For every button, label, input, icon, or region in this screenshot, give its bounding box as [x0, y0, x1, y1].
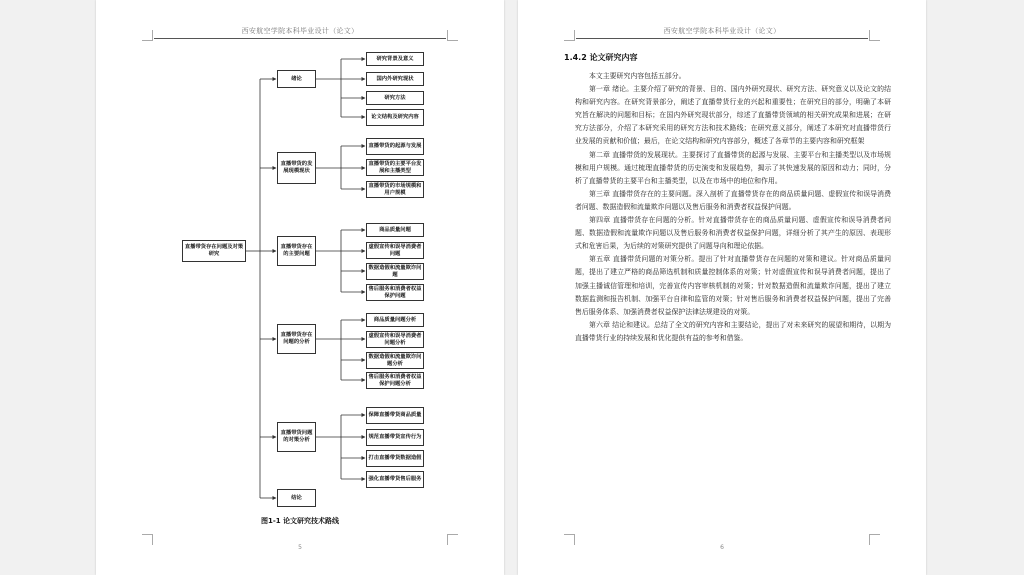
paragraph: 第一章 绪论。主要介绍了研究的背景、目的、国内外研究现状、研究方法、研究意义以及论文的结构和研究内容。在研究背景部分，阐述了直播带货行业的兴起和重要性；在研究目的部分，明确了本研究旨在解决的问题和目标；在国内外研究现状部分，综述了直播带货领域的相关研究成果和进展；在研究方法部分，介绍了本研究采用的研究方法和技术路线；在研究意义部分，阐述了本研究对直播带货行业发展的贡献和价值；最后，在论文结构和研究内容部分，概述了各章节的主要内容和研究框架 — [575, 85, 891, 146]
figure-caption: 图1-1 论文研究技术路线 — [260, 517, 340, 525]
chapter-box: 直播带货的发展现模现状 — [277, 152, 316, 184]
paragraph: 第二章 直播带货的发展现状。主要探讨了直播带货的起源与发展、主要平台和主播类型以及市场规模和用户规模。通过梳理直播带货的历史演变和发展趋势，揭示了其快速发展的原因和动力；同时，分析了直播带货的主要平台和主播类型，以及在市场中的地位和作用。 — [575, 150, 891, 185]
leaf-box: 虚假宣传和误导消费者问题分析 — [366, 331, 424, 348]
header-rule — [576, 38, 868, 39]
chapter-box: 绪论 — [277, 70, 316, 88]
leaf-box: 强化直播带货售后服务 — [366, 471, 424, 488]
paragraph: 第六章 结论和建议。总结了全文的研究内容和主要结论，提出了对未来研究的展望和期待，以期为直播带货行业的持续发展和优化提供有益的参考和借鉴。 — [575, 320, 891, 342]
leaf-box: 研究背景及意义 — [366, 52, 424, 66]
chapter-box: 直播带货存在问题的分析 — [277, 324, 316, 354]
chapter-box: 直播带货存在的主要问题 — [277, 236, 316, 266]
crop-mark — [564, 30, 575, 41]
leaf-box: 打击直播带货数据造假 — [366, 450, 424, 467]
crop-mark — [869, 30, 880, 41]
leaf-box: 数据造假和流量欺诈问题 — [366, 263, 424, 280]
leaf-box: 国内外研究现状 — [366, 72, 424, 86]
paragraph: 本文主要研究内容包括五部分。 — [589, 72, 686, 80]
leaf-box: 虚假宣传和误导消费者问题 — [366, 242, 424, 259]
leaf-box: 规范直播带货宣传行为 — [366, 429, 424, 446]
leaf-box: 商品质量问题 — [366, 223, 424, 237]
leaf-box: 商品质量问题分析 — [366, 313, 424, 327]
page-number: 5 — [298, 544, 302, 551]
page-right — [518, 0, 926, 575]
page-number: 6 — [720, 544, 724, 551]
body-text — [575, 70, 891, 345]
paragraph: 第三章 直播带货存在的主要问题。深入剖析了直播带货存在的商品质量问题、虚假宣传和误导消费者问题、数据造假和流量欺诈问题以及售后服务和消费者权益保护问题。 — [575, 189, 891, 211]
leaf-box: 直播带货的市场规模和用户规模 — [366, 181, 424, 198]
section-title: 1.4.2 论文研究内容 — [564, 53, 638, 62]
root-box: 直播带货存在问题及对策研究 — [182, 240, 246, 262]
page-header: 西安航空学院本科毕业设计（论文） — [663, 27, 781, 35]
leaf-box: 数据造假和流量欺诈问题分析 — [366, 352, 424, 369]
leaf-box: 论文结构及研究内容 — [366, 109, 424, 126]
page-left — [96, 0, 504, 575]
leaf-box: 直播带货的起源与发展 — [366, 138, 424, 155]
chapter-box: 结论 — [277, 489, 316, 507]
paragraph: 第五章 直播带货问题的对策分析。提出了针对直播带货存在问题的对策和建议。针对商品质量问题，提出了建立严格的商品筛选机制和质量控制体系的对策；针对虚假宣传和误导消费者问题，提出了加强主播诚信管理和培训，完善宣传内容审核机制的对策；针对数据造假和流量欺诈问题，提出了建立数据监测和报告机制、加强平台自律和监管的对策；针对售后服务和消费者权益保护问题，提出了完善售后服务体系、加强消费者权益保护法律法规建设的对策。 — [575, 255, 891, 316]
leaf-box: 保障直播带货商品质量 — [366, 407, 424, 424]
leaf-box: 直播带货的主要平台发展和主播类型 — [366, 159, 424, 176]
chapter-box: 直播带货问题的对策分析 — [277, 422, 316, 452]
paragraph: 第四章 直播带货存在问题的分析。针对直播带货存在的商品质量问题、虚假宣传和误导消费者问题、数据造假和流量欺诈问题以及售后服务和消费者权益保护问题，详细分析了其产生的原因、表现形式和危害后果，为后续的对策研究提供了问题导向和理论依据。 — [575, 216, 891, 251]
page-header: 西安航空学院本科毕业设计（论文） — [241, 27, 359, 35]
leaf-box: 研究方法 — [366, 91, 424, 105]
leaf-box: 售后服务和消费者权益保护问题 — [366, 284, 424, 301]
leaf-box: 售后服务和消费者权益保护问题分析 — [366, 372, 424, 389]
